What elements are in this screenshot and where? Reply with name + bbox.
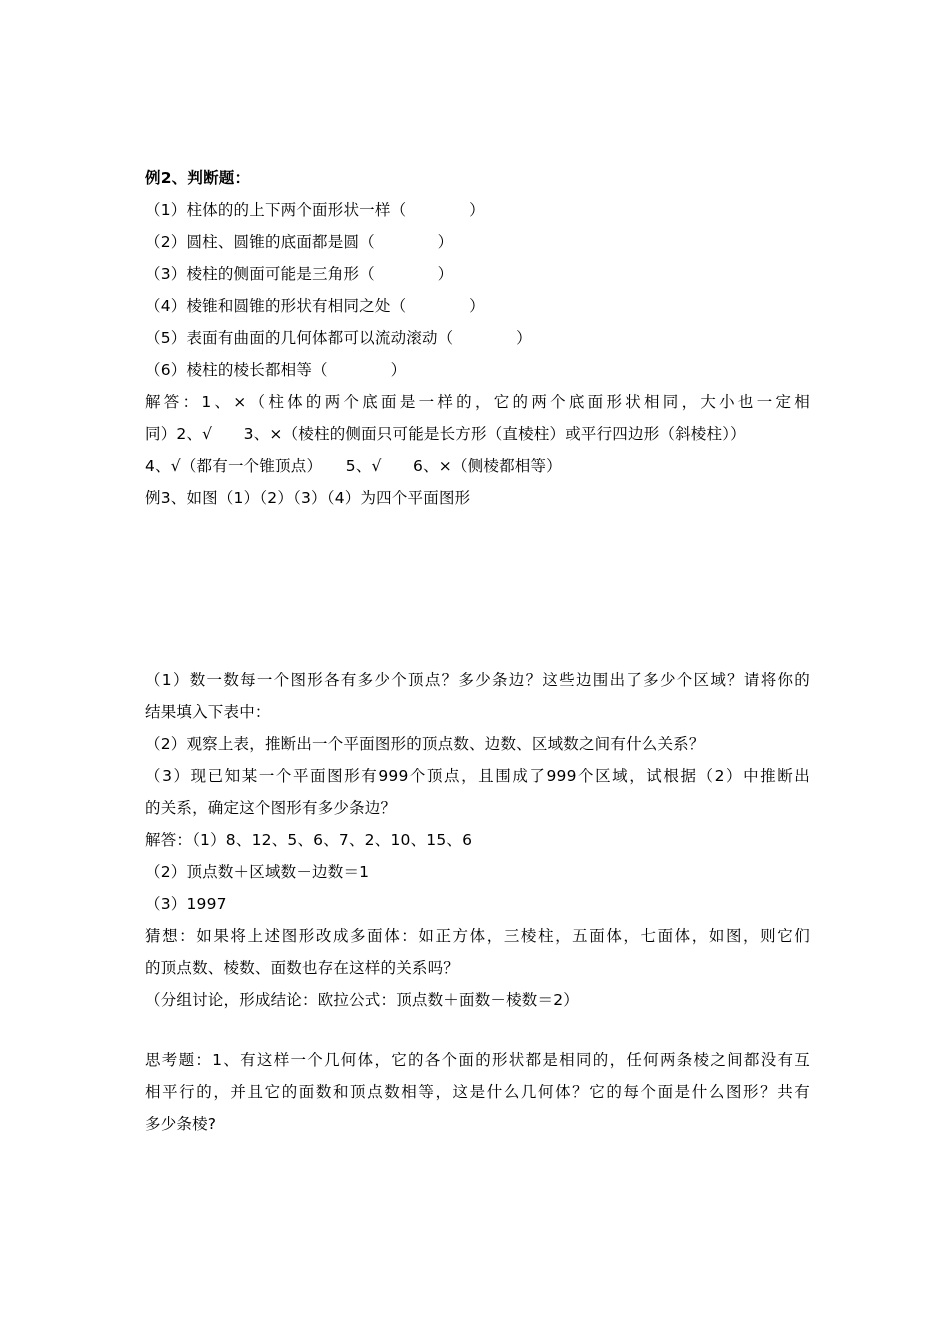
example3-question-line-2: 结果填入下表中： bbox=[145, 703, 271, 721]
example3-question-line-1: （1）数一数每一个图形各有多少个顶点？多少条边？这些边围出了多少个区域？请将你的 bbox=[145, 671, 810, 689]
example2-title: 例2、判断题： bbox=[145, 169, 251, 187]
example2-item-2: （2）圆柱、圆锥的底面都是圆（ ） bbox=[145, 233, 454, 251]
thinking-line-1: 思考题：1、有这样一个几何体，它的各个面的形状都是相同的，任何两条棱之间都没有互 bbox=[145, 1051, 810, 1069]
example3-title: 例3、如图（1）（2）（3）（4）为四个平面图形 bbox=[145, 489, 471, 507]
example3-answer-line-3: （3）1997 bbox=[145, 895, 227, 913]
example2-item-4: （4）棱锥和圆锥的形状有相同之处（ ） bbox=[145, 297, 485, 315]
example2-item-3: （3）棱柱的侧面可能是三角形（ ） bbox=[145, 265, 454, 283]
example2-item-1: （1）柱体的的上下两个面形状一样（ ） bbox=[145, 201, 485, 219]
conjecture-line-1: 猜想：如果将上述图形改成多面体：如正方体，三棱柱，五面体，七面体，如图，则它们 bbox=[145, 927, 810, 945]
example2-answer-line-3: 4、√（都有一个锥顶点） 5、√ 6、×（侧棱都相等） bbox=[145, 457, 562, 475]
thinking-line-2: 相平行的，并且它的面数和顶点数相等，这是什么几何体？它的每个面是什么图形？共有 bbox=[145, 1083, 810, 1101]
example2-item-6: （6）棱柱的棱长都相等（ ） bbox=[145, 361, 407, 379]
example3-answer-line-2: （2）顶点数＋区域数－边数＝1 bbox=[145, 863, 370, 881]
thinking-line-3: 多少条棱? bbox=[145, 1115, 217, 1133]
conjecture-line-2: 的顶点数、棱数、面数也存在这样的关系吗？ bbox=[145, 959, 460, 977]
conjecture-line-3: （分组讨论，形成结论：欧拉公式：顶点数＋面数－棱数＝2） bbox=[145, 991, 579, 1009]
example3-question-line-4: （3）现已知某一个平面图形有999个顶点，且围成了999个区域，试根据（2）中推断出 bbox=[145, 767, 810, 785]
example3-question-line-3: （2）观察上表，推断出一个平面图形的顶点数、边数、区域数之间有什么关系？ bbox=[145, 735, 705, 753]
example2-answer-line-2: 同）2、√ 3、×（棱柱的侧面只可能是长方形（直棱柱）或平行四边形（斜棱柱）） bbox=[145, 425, 746, 443]
example3-answer-line-1: 解答：（1）8、12、5、6、7、2、10、15、6 bbox=[145, 831, 473, 849]
example2-answer-line-1: 解答：1、×（柱体的两个底面是一样的，它的两个底面形状相同，大小也一定相 bbox=[145, 393, 810, 411]
example3-question-line-5: 的关系，确定这个图形有多少条边？ bbox=[145, 799, 397, 817]
example2-item-5: （5）表面有曲面的几何体都可以流动滚动（ ） bbox=[145, 329, 532, 347]
